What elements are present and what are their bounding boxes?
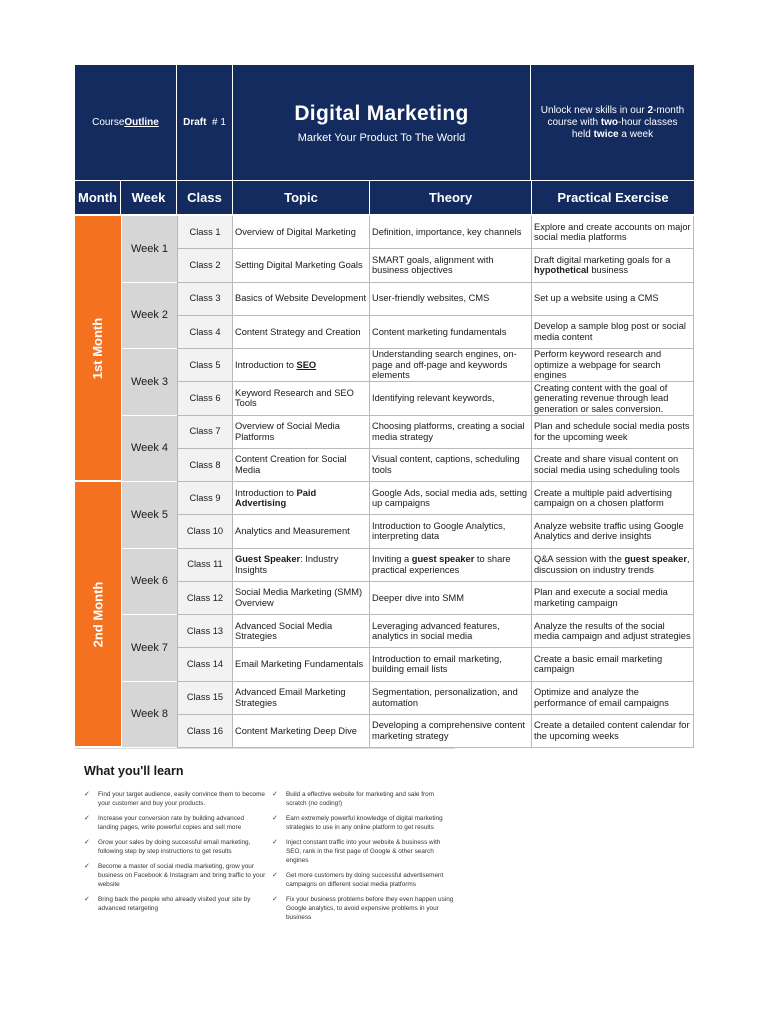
check-icon: ✓	[84, 839, 90, 846]
page-title: Digital Marketing	[294, 101, 469, 125]
check-icon: ✓	[272, 815, 278, 822]
class-cell: Class 14	[177, 648, 233, 680]
learn-text: Find your target audience, easily convince them to become your customer and buy your products.	[98, 791, 265, 807]
week-cell: Week 2	[121, 283, 177, 350]
theory-cell: SMART goals, alignment with business objectives	[370, 249, 532, 281]
table-row	[177, 349, 694, 382]
topic-cell: Content Marketing Deep Dive	[233, 715, 370, 747]
check-icon: ✓	[272, 896, 278, 903]
practical-cell: Create a multiple paid advertising campaign on a chosen platform	[532, 482, 694, 514]
outline-link: Outline	[124, 117, 159, 128]
practical-cell: Q&A session with the guest speaker, discussion on industry trends	[532, 549, 694, 581]
month-column	[75, 216, 121, 748]
course-blurb	[531, 65, 694, 180]
practical-cell: Create a basic email marketing campaign	[532, 648, 694, 680]
topic-cell: Content Creation for Social Media	[233, 449, 370, 481]
list-item	[272, 871, 454, 889]
theory-cell: Understanding search engines, on-page and off-page and keywords elements	[370, 349, 532, 381]
page-subtitle: Market Your Product To The World	[297, 131, 466, 144]
topic-cell: Keyword Research and SEO Tools	[233, 382, 370, 414]
class-rows	[177, 216, 694, 748]
practical-cell: Explore and create accounts on major social media platforms	[532, 216, 694, 248]
check-icon: ✓	[84, 815, 90, 822]
learn-text: Earn extremely powerful knowledge of digital marketing strategies to use in any online platform to get results	[286, 815, 443, 831]
table-row	[177, 316, 694, 349]
table-row	[177, 382, 694, 415]
learn-text: Build a effective website for marketing and sale from scratch (no coding!)	[286, 791, 435, 807]
course-outline-label	[75, 65, 177, 180]
practical-cell: Plan and schedule social media posts for the upcoming week	[532, 416, 694, 448]
topic-cell: Basics of Website Development	[233, 283, 370, 315]
check-icon: ✓	[272, 872, 278, 879]
theory-cell: Google Ads, social media ads, setting up campaigns	[370, 482, 532, 514]
draft-number: # 1	[212, 117, 226, 128]
learn-text: Increase your conversion rate by building advanced landing pages, write powerful copies and sell more	[98, 815, 245, 831]
week-cell: Week 1	[121, 216, 177, 283]
theory-cell: Identifying relevant keywords,	[370, 382, 532, 414]
theory-cell: Introduction to email marketing, building email lists	[370, 648, 532, 680]
class-cell: Class 16	[177, 715, 233, 747]
class-cell: Class 8	[177, 449, 233, 481]
table-row	[177, 416, 694, 449]
theory-cell: Definition, importance, key channels	[370, 216, 532, 248]
course-outline-table	[75, 65, 694, 748]
class-cell: Class 10	[177, 515, 233, 547]
practical-cell: Plan and execute a social media marketing campaign	[532, 582, 694, 614]
what-youll-learn-section	[84, 764, 464, 928]
week-cell: Week 6	[121, 549, 177, 616]
month-cell	[75, 216, 121, 482]
practical-cell: Draft digital marketing goals for a hypothetical business	[532, 249, 694, 281]
practical-cell: Perform keyword research and optimize a webpage for search engines	[532, 349, 694, 381]
learn-text: Grow your sales by doing successful email marketing, following step by step instructions to get results	[98, 839, 251, 855]
topic-cell: Overview of Social Media Platforms	[233, 416, 370, 448]
table-row	[177, 482, 694, 515]
class-cell: Class 13	[177, 615, 233, 647]
col-practical: Practical Exercise	[557, 190, 669, 205]
class-cell: Class 7	[177, 416, 233, 448]
list-item	[84, 838, 266, 856]
check-icon: ✓	[84, 863, 90, 870]
header-band	[75, 65, 694, 180]
week-cell: Week 8	[121, 682, 177, 749]
practical-cell: Create and share visual content on social media using scheduling tools	[532, 449, 694, 481]
topic-cell: Introduction to SEO	[233, 349, 370, 381]
topic-cell: Social Media Marketing (SMM) Overview	[233, 582, 370, 614]
topic-cell: Analytics and Measurement	[233, 515, 370, 547]
table-row	[177, 283, 694, 316]
learn-title: What you'll learn	[84, 764, 184, 778]
outline-prefix: Course	[92, 117, 125, 128]
topic-cell: Advanced Social Media Strategies	[233, 615, 370, 647]
topic-cell: Introduction to Paid Advertising	[233, 482, 370, 514]
list-item	[272, 790, 454, 808]
practical-cell: Creating content with the goal of generating revenue through lead generation or sales conversion.	[532, 382, 694, 414]
column-header-row	[75, 181, 694, 214]
class-cell: Class 5	[177, 349, 233, 381]
list-item	[272, 895, 454, 922]
list-item	[272, 838, 454, 865]
practical-cell: Create a detailed content calendar for the upcoming weeks	[532, 715, 694, 747]
check-icon: ✓	[84, 791, 90, 798]
table-row	[177, 449, 694, 482]
list-item	[84, 814, 266, 832]
week-cell: Week 7	[121, 615, 177, 682]
learn-text: Become a master of social media marketing, grow your business on Facebook & Instagram and bring traffic to your website	[98, 863, 266, 888]
week-cell: Week 3	[121, 349, 177, 416]
blurb-text: Unlock new skills in our 2-month course with two-hour classes held twice a week	[540, 104, 685, 140]
learn-text: Fix your business problems before they even happen using Google analytics, to avoid expensive problems in your business	[286, 896, 454, 921]
class-cell: Class 6	[177, 382, 233, 414]
list-item	[272, 814, 454, 832]
check-icon: ✓	[272, 839, 278, 846]
learn-grid	[84, 790, 464, 928]
practical-cell: Develop a sample blog post or social media content	[532, 316, 694, 348]
theory-cell: Deeper dive into SMM	[370, 582, 532, 614]
check-icon: ✓	[272, 791, 278, 798]
theory-cell: Introduction to Google Analytics, interpreting data	[370, 515, 532, 547]
class-cell: Class 3	[177, 283, 233, 315]
table-row	[177, 648, 694, 681]
list-item	[84, 895, 266, 913]
theory-cell: Choosing platforms, creating a social media strategy	[370, 416, 532, 448]
learn-text: Inject constant traffic into your website & business with SEO, rank in the first page of Google & other search engines	[286, 839, 441, 864]
table-row	[177, 715, 694, 748]
week-cell: Week 4	[121, 416, 177, 483]
practical-cell: Set up a website using a CMS	[532, 283, 694, 315]
class-cell: Class 11	[177, 549, 233, 581]
topic-cell: Overview of Digital Marketing	[233, 216, 370, 248]
theory-cell: Visual content, captions, scheduling tools	[370, 449, 532, 481]
theory-cell: Leveraging advanced features, analytics in social media	[370, 615, 532, 647]
col-topic: Topic	[233, 181, 370, 214]
col-class: Class	[177, 181, 233, 214]
week-cell: Week 5	[121, 482, 177, 549]
theory-cell: Inviting a guest speaker to share practical experiences	[370, 549, 532, 581]
learn-text: Get more customers by doing successful advertisement campaigns on different social media platforms	[286, 872, 444, 888]
table-row	[177, 216, 694, 249]
practical-cell: Analyze website traffic using Google Analytics and derive insights	[532, 515, 694, 547]
schedule-grid	[75, 216, 694, 748]
topic-cell: Content Strategy and Creation	[233, 316, 370, 348]
month-label: 2nd Month	[90, 581, 106, 647]
table-row	[177, 515, 694, 548]
practical-cell: Analyze the results of the social media campaign and adjust strategies	[532, 615, 694, 647]
topic-cell: Advanced Email Marketing Strategies	[233, 682, 370, 714]
theory-cell: Segmentation, personalization, and automation	[370, 682, 532, 714]
table-row	[177, 682, 694, 715]
draft-word: Draft	[183, 117, 207, 128]
learn-text: Bring back the people who already visited your site by advanced retargeting	[98, 896, 251, 912]
class-cell: Class 15	[177, 682, 233, 714]
practical-cell: Optimize and analyze the performance of email campaigns	[532, 682, 694, 714]
topic-cell: Setting Digital Marketing Goals	[233, 249, 370, 281]
col-week: Week	[121, 181, 177, 214]
week-column	[121, 216, 177, 748]
month-cell	[75, 482, 121, 748]
theory-cell: Developing a comprehensive content marketing strategy	[370, 715, 532, 747]
draft-label	[177, 65, 233, 180]
section-divider	[75, 748, 455, 749]
col-month: Month	[75, 181, 121, 214]
theory-cell: User-friendly websites, CMS	[370, 283, 532, 315]
topic-cell: Email Marketing Fundamentals	[233, 648, 370, 680]
class-cell: Class 12	[177, 582, 233, 614]
class-cell: Class 2	[177, 249, 233, 281]
col-theory: Theory	[370, 181, 532, 214]
list-item	[84, 862, 266, 889]
theory-cell: Content marketing fundamentals	[370, 316, 532, 348]
class-cell: Class 4	[177, 316, 233, 348]
check-icon: ✓	[84, 896, 90, 903]
topic-cell: Guest Speaker: Industry Insights	[233, 549, 370, 581]
list-item	[84, 790, 266, 808]
learn-column-right	[272, 790, 454, 928]
table-row	[177, 249, 694, 282]
table-row	[177, 615, 694, 648]
class-cell: Class 1	[177, 216, 233, 248]
table-row	[177, 582, 694, 615]
learn-column-left	[84, 790, 266, 928]
title-block	[233, 65, 531, 180]
month-label: 1st Month	[90, 317, 106, 379]
class-cell: Class 9	[177, 482, 233, 514]
table-row	[177, 549, 694, 582]
